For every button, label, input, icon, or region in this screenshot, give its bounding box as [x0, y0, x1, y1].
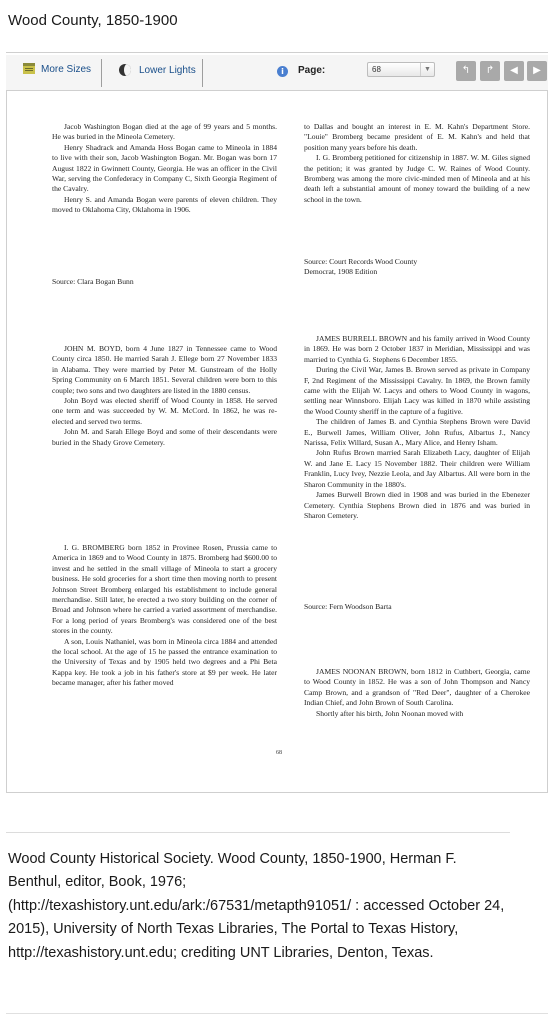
last-page-icon: ↱ — [485, 65, 495, 76]
chevron-down-icon: ▼ — [420, 63, 434, 76]
moon-icon — [119, 64, 131, 76]
page-select-value: 68 — [372, 65, 381, 74]
lower-lights-label: Lower Lights — [139, 64, 196, 76]
citation-text: Wood County Historical Society. Wood County, 1850-1900, Herman F. Benthul, editor, Book, 1976; (http://texashistory.unt.edu/ark:/67531/metapth91051/ : accessed October 24, 2015), University of North Texas Libraries, The Portal to Texas History, http://texashistory.unt.edu; crediting UNT Libraries, Denton, Texas. — [8, 851, 505, 961]
source-line-2: Democrat, 1908 Edition — [304, 267, 378, 277]
more-sizes-button[interactable] — [23, 64, 91, 75]
paragraph: I. G. BROMBERG born 1852 in Provinee Rosen, Prussia came to America in 1869 and to Wood County in 1875. Bromberg had $600.00 to invest and he settled in the small village of Mineola to start a grocery business. He sold groceries for a short time then moving north to present Johnson Street Bromberg enlarged his establishment to include general merchandise. Still later, he erected a two story building on the corner of Broad and Johnson where he carried a varied assortment of merchandise. For a long period of years Bromberg's was considered one of the best stores in the county. — [52, 543, 277, 636]
toolbar-separator — [101, 59, 102, 87]
next-page-icon: ▶ — [533, 65, 541, 76]
paragraph: Shortly after his birth, John Noonan moved with — [316, 708, 464, 718]
noonan-article — [304, 667, 530, 719]
brown-article — [304, 334, 530, 521]
source-line: Source: Fern Woodson Barta — [304, 602, 392, 611]
book-icon — [23, 63, 35, 74]
divider — [6, 52, 548, 53]
paragraph: John Rufus Brown married Sarah Elizabeth Lacy, daughter of Elijah W. and Jane E. Lacy 15 November 1882. Their children were William Franklin, Lucy Ivey, Nezzie Leola, and Jay Albartus. All were born in the Sharon Community in the 1880's. — [304, 448, 530, 489]
paragraph: JAMES BURRELL BROWN and his family arrived in Wood County in 1869. He was born 2 October 1837 in Meridian, Mississippi and was married to Cynthia G. Stephens 6 December 1855. — [304, 334, 530, 364]
more-sizes-label: More Sizes — [41, 64, 92, 75]
paragraph: A son, Louis Nathaniel, was born in Mineola circa 1884 and attended the local school. At the age of 15 he passed the entrance examination to the University of Texas and by 1905 held two degrees and a Phi Beta Kappa key. He took a job in his father's store at $9 per week. He later became manager, after his father moved — [52, 636, 277, 688]
source-line-1: Source: Court Records Wood County — [304, 257, 418, 266]
boyd-article — [52, 344, 277, 448]
paragraph: John Boyd was elected sheriff of Wood County in 1858. He served one term and was succeeded by W. M. McCord. In 1862, he was re-elected and served two terms. — [52, 396, 277, 426]
previous-page-button[interactable] — [504, 61, 524, 81]
page-title: Wood County, 1850-1900 — [8, 12, 178, 29]
paragraph: James Burwell Brown died in 1908 and was buried in the Ebenezer Cemetery. Cynthia Stephens Brown died in 1876 and was buried in Sharon Cemetery. — [304, 490, 530, 520]
bromberg-continued — [304, 122, 530, 205]
paragraph: to Dallas and bought an interest in E. M. Kahn's Department Store. "Louie" Bromberg became president of E. M. Kahn's and held that position many years before his death. — [304, 122, 530, 152]
first-page-icon: ↰ — [461, 65, 471, 76]
last-page-button[interactable] — [480, 61, 500, 81]
previous-page-icon: ◀ — [510, 65, 518, 76]
next-page-button[interactable] — [527, 61, 547, 81]
paragraph: During the Civil War, James B. Brown served as private in Company F, 2nd Regiment of the Mississippi Cavalry. In 1869, the Brown family came with the Elijah W. Lacys and others to Wood County in wagons, settling near Winnsboro. Elijah Lacy was killed in 1870 while assisting the Wood County sheriff in the capture of a fugitive. — [304, 365, 530, 416]
source-line — [304, 257, 530, 278]
info-icon[interactable]: i — [277, 66, 288, 77]
first-page-button[interactable] — [456, 61, 476, 81]
paragraph: I. G. Bromberg petitioned for citizenship in 1887. W. M. Giles signed the petition; it was granted by Judge C. W. Raines of Wood County. Bromberg was among the more civic-minded men of Mineola and at his death left a substantial amount of money toward the building of a new school in the town. — [304, 153, 530, 204]
paragraph: JOHN M. BOYD, born 4 June 1827 in Tennessee came to Wood County circa 1850. He married Sarah J. Ellege born 27 November 1833 in Alabama. They were married by Peter M. Gunstream of the Holly Spring Community on 6 March 1851. Several children were born to this couple; two sons and two daughters are listed in the 1880 census. — [52, 344, 277, 395]
viewer-toolbar — [6, 55, 548, 91]
source-line: Source: Clara Bogan Bunn — [52, 277, 134, 286]
paragraph: JAMES NOONAN BROWN, born 1812 in Cuthbert, Georgia, came to Wood County in 1852. He was a son of John Thompson and Nancy Camp Brown, and a grandson of "Red Deer", daughter of a Cherokee Indian Chief, and John Brown of South Carolina. — [304, 667, 530, 708]
bogan-article — [52, 122, 277, 216]
bromberg-article — [52, 543, 277, 689]
page-label: Page: — [298, 65, 326, 76]
document-page — [6, 91, 548, 793]
paragraph: Jacob Washington Bogan died at the age of 99 years and 5 months. He was buried in the Mineola Cemetery. — [52, 122, 277, 142]
divider — [6, 832, 510, 833]
page-number: 68 — [276, 750, 282, 756]
toolbar-separator — [202, 59, 203, 87]
paragraph: Henry S. and Amanda Bogan were parents of eleven children. They moved to Oklahoma City, Oklahoma in 1906. — [52, 194, 277, 215]
page-select[interactable] — [367, 62, 435, 77]
lower-lights-button[interactable] — [119, 64, 196, 76]
paragraph: The children of James B. and Cynthia Stephens Brown were David E., Burwell James, William Oliver, John Rufus, Albartus J., Nancy Narissa, Felix Willard, Susan A., Mary Alice, and Henry Isham. — [304, 417, 530, 448]
divider — [6, 1013, 548, 1014]
paragraph: Henry Shadrack and Amanda Hoss Bogan came to Mineola in 1884 to live with their son, Jacob Washington Bogan. Mr. Bogan was born 17 August 1822 in Gwinnett County, Georgia. He was an officer in the Civil War, serving the Confederacy in Company C, Sixth Georgia Regiment of the Cavalry. — [52, 142, 277, 194]
paragraph: John M. and Sarah Ellege Boyd and some of their descendants were buried in the Shady Grove Cemetery. — [52, 427, 277, 447]
